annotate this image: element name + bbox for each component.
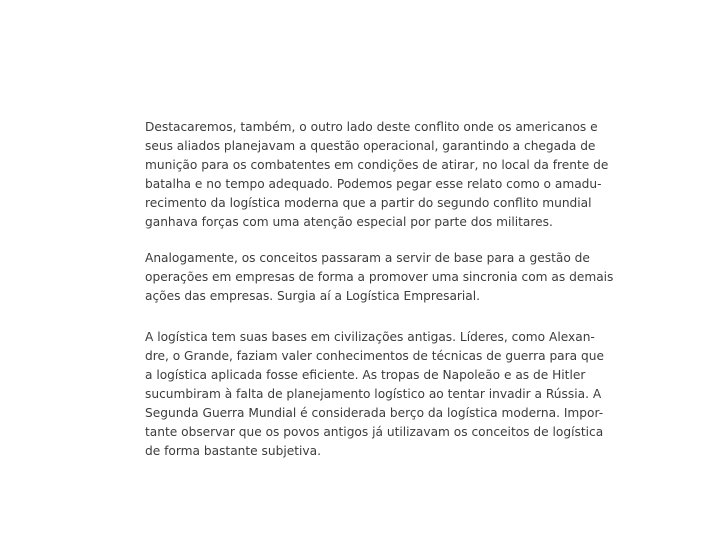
paragraph-conflict: [145, 118, 609, 232]
text-line: a logística aplicada fosse eficiente. As tropas de Napoleão e as de Hitler: [145, 368, 586, 382]
text-line: ganhava forças com uma atenção especial por parte dos militares.: [145, 215, 553, 229]
paragraph-business-logistics: [145, 249, 614, 306]
text-line: batalha e no tempo adequado. Podemos pegar esse relato como o amadu-: [145, 177, 602, 191]
text-line: tante observar que os povos antigos já utilizavam os conceitos de logística: [145, 425, 604, 439]
text-line: dre, o Grande, faziam valer conhecimentos de técnicas de guerra para que: [145, 349, 604, 363]
paragraph-ancient-logistics: [145, 328, 604, 461]
text-line: de forma bastante subjetiva.: [145, 444, 321, 458]
text-line: munição para os combatentes em condições de atirar, no local da frente de: [145, 158, 609, 172]
text-line: A logística tem suas bases em civilizações antigas. Líderes, como Alexan-: [145, 330, 595, 344]
text-line: Destacaremos, também, o outro lado deste conflito onde os americanos e: [145, 120, 598, 134]
text-line: operações em empresas de forma a promover uma sincronia com as demais: [145, 270, 614, 284]
text-line: ações das empresas. Surgia aí a Logística Empresarial.: [145, 289, 481, 303]
text-line: Segunda Guerra Mundial é considerada berço da logística moderna. Impor-: [145, 406, 604, 420]
text-line: Analogamente, os conceitos passaram a servir de base para a gestão de: [145, 251, 590, 265]
text-line: seus aliados planejavam a questão operacional, garantindo a chegada de: [145, 139, 596, 153]
text-line: recimento da logística moderna que a partir do segundo conflito mundial: [145, 196, 592, 210]
text-line: sucumbiram à falta de planejamento logístico ao tentar invadir a Rússia. A: [145, 387, 602, 401]
